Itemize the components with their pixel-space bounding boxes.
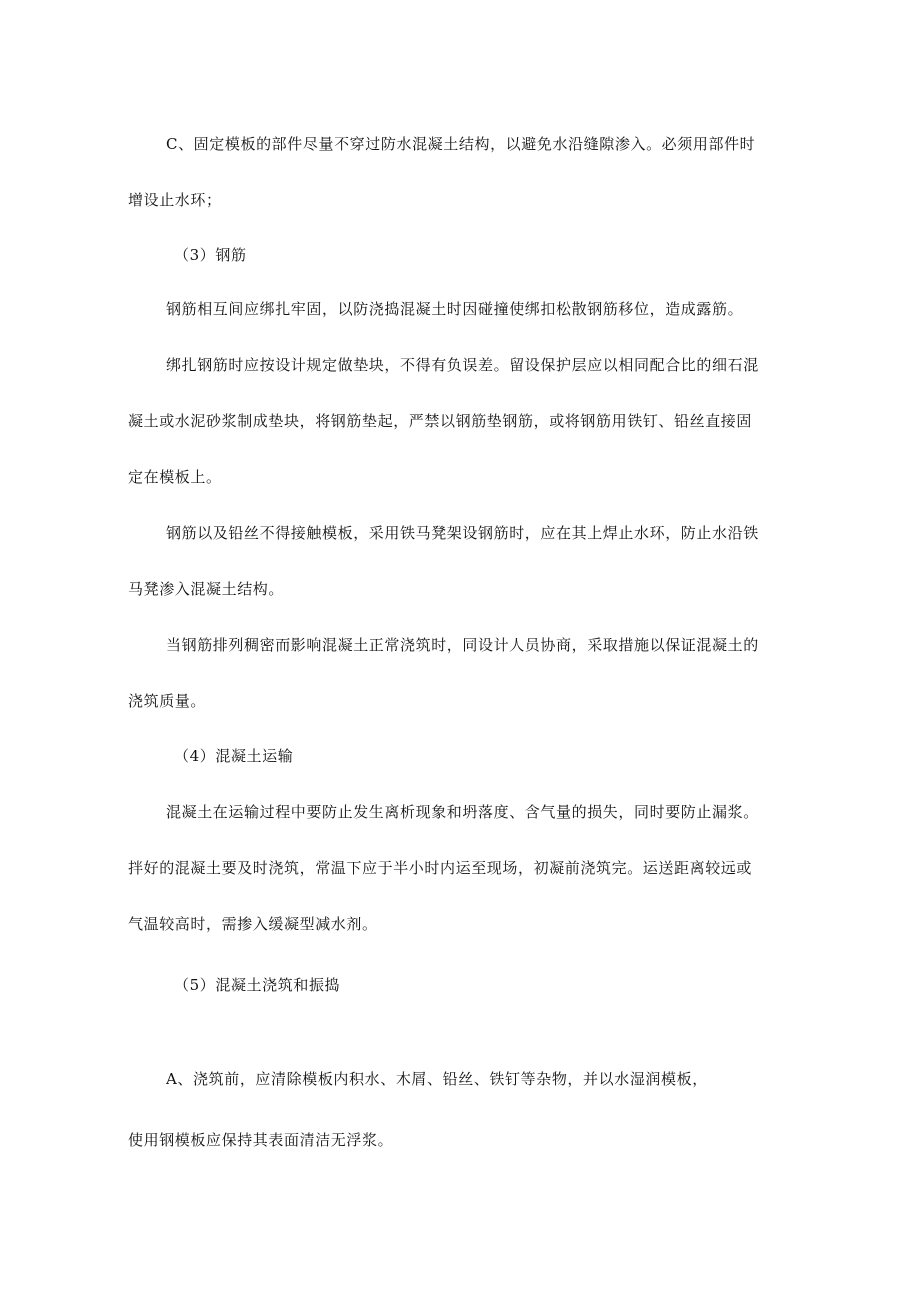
paragraph-line: 浇筑质量。 <box>128 692 207 710</box>
section-heading: （4）混凝土运输 <box>174 747 294 765</box>
section-heading: （3）钢筋 <box>174 246 247 264</box>
paragraph-line: 气温较高时，需掺入缓凝型减水剂。 <box>128 915 378 933</box>
paragraph-line: 钢筋相互间应绑扎牢固，以防浇捣混凝土时因碰撞使绑扣松散钢筋移位，造成露筋。 <box>166 300 744 318</box>
paragraph-line: 拌好的混凝土要及时浇筑，常温下应于半小时内运至现场，初凝前浇筑完。运送距离较远或 <box>128 859 753 877</box>
paragraph-line: 钢筋以及铅丝不得接触模板，采用铁马凳架设钢筋时，应在其上焊止水环，防止水沿铁 <box>166 524 759 542</box>
paragraph-line: A、浇筑前，应清除模板内积水、木屑、铅丝、铁钉等杂物，并以水湿润模板， <box>166 1070 708 1088</box>
paragraph-line: C、固定模板的部件尽量不穿过防水混凝土结构，以避免水沿缝隙渗入。必须用部件时 <box>166 135 756 153</box>
paragraph-line: 定在模板上。 <box>128 468 222 486</box>
paragraph-line: 使用钢模板应保持其表面清洁无浮浆。 <box>128 1131 394 1149</box>
paragraph-line: 混凝土在运输过程中要防止发生离析现象和坍落度、含气量的损失，同时要防止漏浆。 <box>166 803 759 821</box>
paragraph-line: 绑扎钢筋时应按设计规定做垫块，不得有负误差。留设保护层应以相同配合比的细石混 <box>166 356 759 374</box>
paragraph-line: 凝土或水泥砂浆制成垫块，将钢筋垫起，严禁以钢筋垫钢筋，或将钢筋用铁钉、铅丝直接固 <box>128 412 753 430</box>
paragraph-line: 增设止水环； <box>128 191 222 209</box>
paragraph-line: 马凳渗入混凝土结构。 <box>128 580 285 598</box>
section-heading: （5）混凝土浇筑和振捣 <box>174 976 341 994</box>
paragraph-line: 当钢筋排列稠密而影响混凝土正常浇筑时，同设计人员协商，采取措施以保证混凝土的 <box>166 636 759 654</box>
